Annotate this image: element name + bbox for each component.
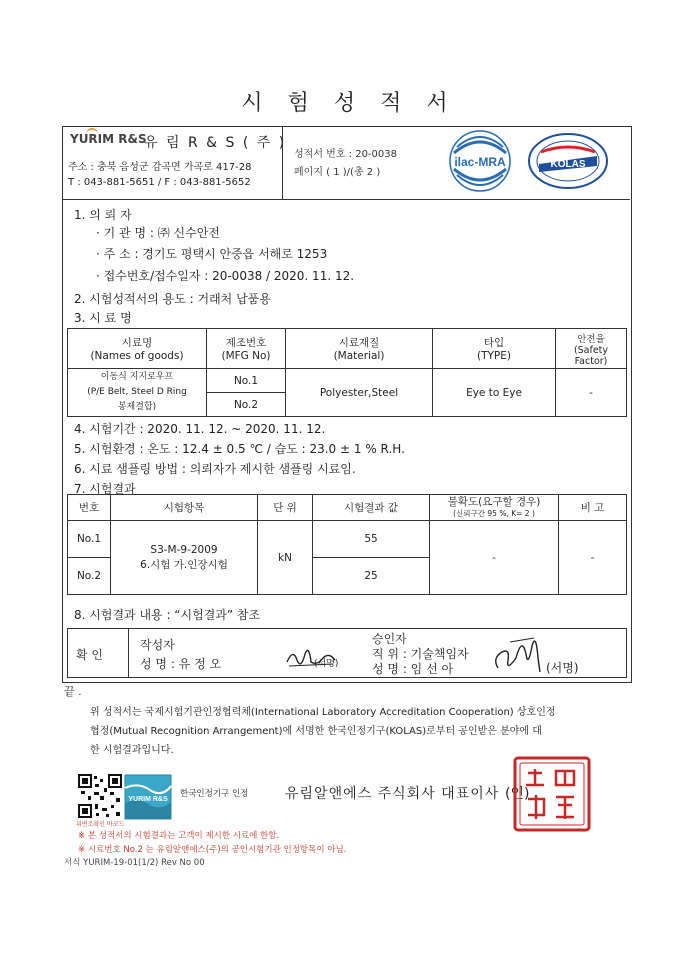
unit-cell: kN — [258, 521, 313, 595]
test-item-cell: S3-M-9-2009 6.시험 가.인장시험 — [111, 521, 258, 595]
sample-table-header: 제조번호 (MFG No) — [207, 329, 286, 369]
writer-sign-mark: (서명) — [314, 659, 339, 669]
confirmation-label: 확 인 — [76, 648, 103, 662]
section-test-environment: 5. 시험환경 : 온도 : 12.4 ± 0.5 ℃ / 습도 : 23.0 ± 1 % R.H. — [74, 442, 405, 456]
requester-receipt: · 접수번호/접수일자 : 20-0038 / 2020. 11. 12. — [96, 269, 355, 283]
material-cell: Polyester,Steel — [286, 369, 433, 417]
mfg-cell: No.2 — [207, 393, 286, 417]
kolas-logo — [527, 132, 609, 190]
approver-signature — [488, 628, 548, 680]
company-mark — [124, 774, 172, 820]
results-table — [67, 494, 627, 595]
results-table-header: 번호 — [68, 495, 111, 521]
sample-name-cell: 이동식 지지로우프 (P/E Belt, Steel D Ring 봉제결합) — [68, 369, 207, 417]
accreditation-statement-line: 위 성적서는 국제시험기관인정협력체(International Laboratory Accreditation Cooperation) 상호인정 — [90, 707, 556, 718]
requester-org: · 기 관 명 : ㈜ 신수안전 — [96, 226, 220, 240]
seal-mark: (인) — [505, 786, 530, 802]
end-marker: 끝 . — [64, 685, 82, 698]
qr-caption: 위변조확인 바코드 — [76, 821, 125, 828]
section-purpose: 2. 시험성적서의 용도 : 거래처 납품용 — [74, 292, 271, 306]
section-result-content: 8. 시험결과 내용 : “시험결과” 참조 — [74, 608, 261, 622]
mfg-cell: No.1 — [207, 369, 286, 393]
section-test-period: 4. 시험기간 : 2020. 11. 12. ~ 2020. 11. 12. — [74, 422, 326, 436]
writer-name: 성 명 : 유 정 오 — [140, 657, 222, 671]
requester-address: · 주 소 : 경기도 평택시 안중읍 서해로 1253 — [96, 247, 328, 261]
confidence-note: (신뢰구간 95 %, K= 2 ) — [453, 508, 535, 518]
writer-title: 작성자 — [140, 638, 175, 652]
sample-table-header: 타입 (TYPE) — [433, 329, 556, 369]
results-table-header: 비 고 — [559, 495, 627, 521]
page-number: 페이지 ( 1 )/(총 2 ) — [294, 167, 381, 178]
result-no-cell: No.2 — [68, 558, 111, 595]
approver-sign-mark: (서명) — [546, 661, 579, 675]
company-address: 주소 : 충북 음성군 감곡면 가곡로 417-28 — [68, 162, 252, 173]
certificate-number: 성적서 번호 : 20-0038 — [294, 149, 397, 160]
results-table-header — [430, 495, 559, 521]
qr-code — [78, 774, 122, 818]
footnote: ※ 본 성적서의 시험결과는 고객이 제시한 시료에 한함. — [78, 831, 280, 841]
svg-text:ilac-MRA: ilac-MRA — [454, 155, 506, 169]
accreditation-statement-line: 한 시험결과입니다. — [90, 745, 174, 756]
approver-position: 직 위 : 기술책임자 — [372, 647, 469, 661]
approver-name: 성 명 : 임 선 아 — [372, 662, 454, 676]
kolas-accreditation-note: 한국인정기구 인정 — [180, 789, 249, 799]
accreditation-statement-line: 협정(Mutual Recognition Arrangement)에 서명한 한국인정기구(KOLAS)로부터 공인받은 분야에 대 — [90, 726, 542, 737]
section-sample-heading: 3. 시 료 명 — [74, 311, 132, 325]
table-row — [68, 521, 627, 558]
remark-cell: - — [559, 521, 627, 595]
svg-text:YURIM R&S: YURIM R&S — [128, 796, 168, 803]
section-sampling-method: 6. 시료 샘플링 방법 : 의뢰자가 제시한 샘플링 시료임. — [74, 462, 356, 476]
sample-table-header: 시료명 (Names of goods) — [68, 329, 207, 369]
sample-table-header: 시료재질 (Material) — [286, 329, 433, 369]
form-number: 서식 YURIM-19-01(1/2) Rev No 00 — [64, 858, 205, 868]
header-divider — [62, 199, 630, 200]
result-value-cell: 25 — [313, 558, 430, 595]
section-requester-heading: 1. 의 뢰 자 — [74, 208, 132, 222]
uncertainty-header: 불확도(요구할 경우) — [447, 495, 541, 508]
sample-table-header: 안전율 (Safety Factor) — [556, 329, 627, 369]
ilac-mra-logo — [443, 127, 517, 195]
uncertainty-cell: - — [430, 521, 559, 595]
ceo-line: 유림알앤에스 주식회사 대표이사 — [285, 786, 500, 802]
results-table-header: 시험결과 값 — [313, 495, 430, 521]
brand-logo: YURIM R&S — [70, 132, 147, 146]
company-name: 유 림 R & S ( 주 ) — [144, 135, 287, 151]
company-seal-stamp — [512, 755, 592, 833]
confirmation-divider — [128, 628, 129, 678]
company-phone-fax: T : 043-881-5651 / F : 043-881-5652 — [68, 177, 251, 188]
footnote: ※ 시료번호 No.2 는 유림알앤에스(주)의 공인시험기관 인정항목이 아님. — [78, 845, 347, 855]
result-no-cell: No.1 — [68, 521, 111, 558]
results-table-header: 단 위 — [258, 495, 313, 521]
document-title: 시 험 성 적 서 — [241, 91, 457, 116]
type-cell: Eye to Eye — [433, 369, 556, 417]
svg-text:KOLAS: KOLAS — [550, 159, 586, 170]
results-table-header: 시험항목 — [111, 495, 258, 521]
safety-factor-cell: - — [556, 369, 627, 417]
approver-title: 승인자 — [372, 632, 407, 646]
result-value-cell: 55 — [313, 521, 430, 558]
section-results-heading: 7. 시험결과 — [74, 482, 136, 496]
sample-table — [67, 328, 627, 417]
